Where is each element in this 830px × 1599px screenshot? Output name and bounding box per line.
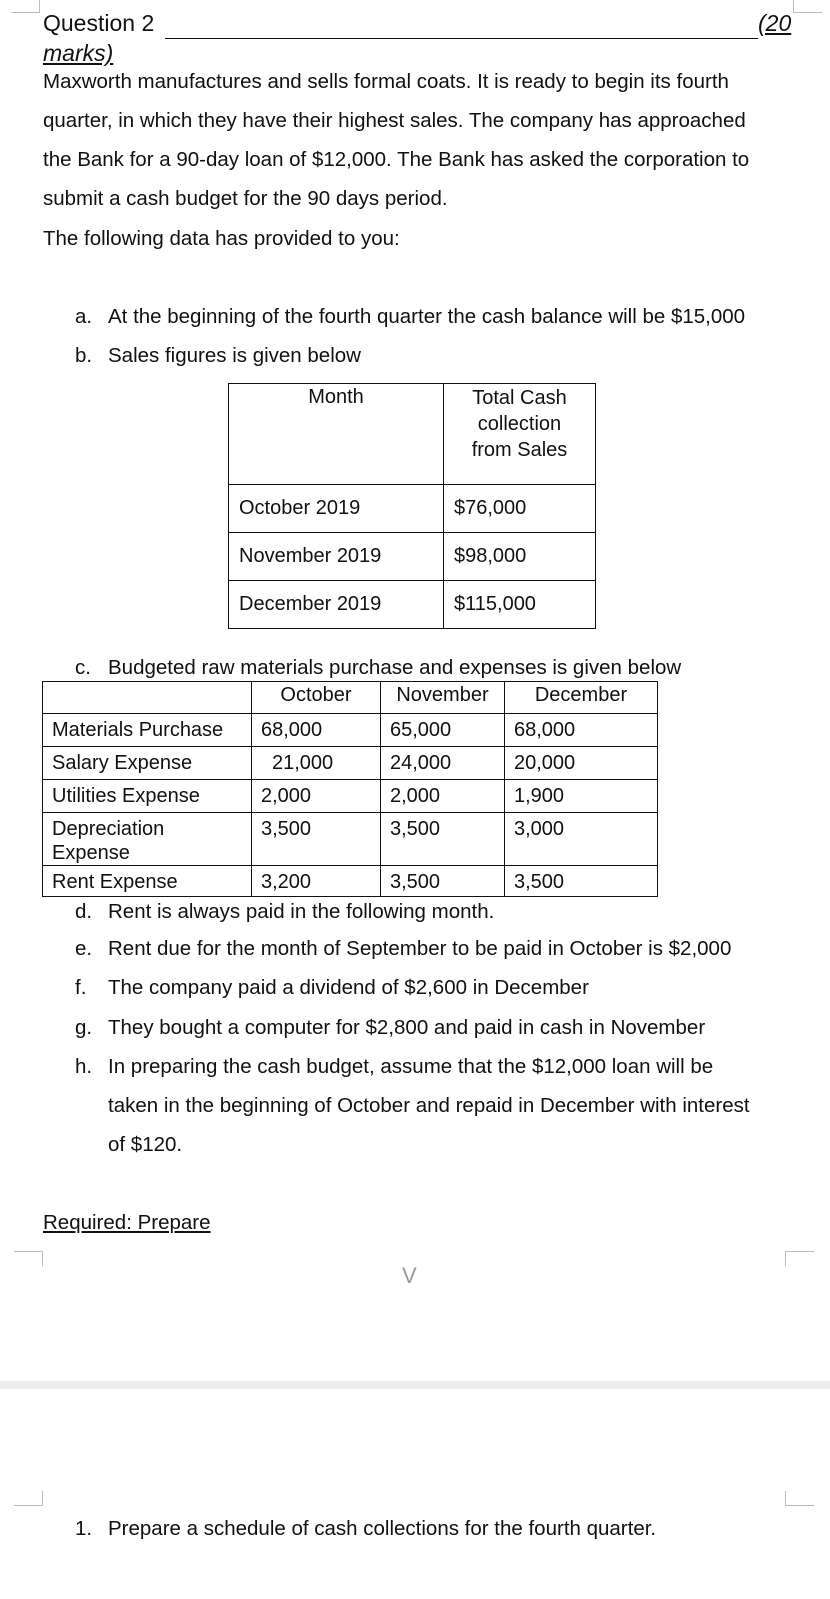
list-label: f. [75, 976, 87, 999]
row-label-line: Depreciation [52, 818, 165, 840]
header-line: from Sales [471, 439, 568, 461]
header-blank [43, 682, 252, 714]
question-marks: (20 [758, 10, 792, 36]
question-title: Question 2 [43, 10, 155, 36]
oct-cell: 2,000 [252, 780, 381, 813]
table-row [229, 533, 596, 581]
nov-cell: 24,000 [381, 747, 505, 780]
page-corner-mark [785, 1491, 814, 1506]
month-cell: November 2019 [229, 533, 444, 581]
list-label: 1. [75, 1517, 93, 1540]
row-label: Materials Purchase [43, 714, 252, 747]
title-underline [165, 38, 758, 39]
page-corner-mark [14, 1251, 43, 1266]
header-october: October [252, 682, 381, 714]
nov-cell: 65,000 [381, 714, 505, 747]
list-text: Prepare a schedule of cash collections for the fourth quarter. [108, 1517, 657, 1540]
list-text: of $120. [108, 1133, 183, 1156]
value-cell: $98,000 [444, 533, 596, 581]
dec-cell: 3,000 [505, 813, 658, 866]
list-text: The company paid a dividend of $2,600 in December [108, 976, 589, 999]
dec-cell: 68,000 [505, 714, 658, 747]
page-corner-mark [793, 0, 822, 13]
list-label: h. [75, 1055, 93, 1078]
list-text: Sales figures is given below [108, 344, 361, 367]
table-row [43, 813, 658, 866]
row-label [43, 813, 252, 866]
list-label: g. [75, 1016, 93, 1039]
header-november: November [381, 682, 505, 714]
nov-cell: 2,000 [381, 780, 505, 813]
value-cell: $76,000 [444, 485, 596, 533]
list-label: a. [75, 305, 93, 328]
intro-line: Maxworth manufactures and sells formal coats. It is ready to begin its fourth [43, 70, 729, 93]
oct-cell: 3,500 [252, 813, 381, 866]
header-december: December [505, 682, 658, 714]
table-row [43, 866, 658, 897]
dec-cell: 20,000 [505, 747, 658, 780]
list-text: Rent due for the month of September to be paid in October is $2,000 [108, 937, 732, 960]
header-total-cash [444, 384, 596, 485]
list-label: d. [75, 900, 93, 923]
header-month: Month [229, 384, 444, 485]
page-corner-mark [785, 1251, 814, 1266]
page-corner-mark [14, 1491, 43, 1506]
month-cell: October 2019 [229, 485, 444, 533]
list-label: e. [75, 937, 93, 960]
materials-table [42, 681, 658, 897]
row-label: Salary Expense [43, 747, 252, 780]
required-heading: Required: Prepare [43, 1211, 211, 1234]
list-text: Budgeted raw materials purchase and expenses is given below [108, 656, 682, 679]
table-row [43, 747, 658, 780]
header-line: collection [477, 413, 562, 435]
question-marks-continued: marks) [43, 40, 114, 66]
header-line: Total Cash [472, 387, 567, 409]
page-corner-mark [11, 0, 40, 13]
list-text: In preparing the cash budget, assume that the $12,000 loan will be [108, 1055, 714, 1078]
list-label: b. [75, 344, 93, 367]
table-row [229, 485, 596, 533]
row-label-line: Expense [52, 842, 130, 864]
row-label: Rent Expense [43, 866, 252, 897]
data-intro-line: The following data has provided to you: [43, 227, 400, 250]
table-row [43, 780, 658, 813]
list-text: taken in the beginning of October and repaid in December with interest [108, 1094, 750, 1117]
dec-cell: 1,900 [505, 780, 658, 813]
month-cell: December 2019 [229, 581, 444, 629]
table-row [43, 714, 658, 747]
sales-table [228, 383, 596, 629]
table-row [229, 581, 596, 629]
dec-cell: 3,500 [505, 866, 658, 897]
list-text: They bought a computer for $2,800 and paid in cash in November [108, 1016, 706, 1039]
oct-cell: 68,000 [252, 714, 381, 747]
oct-cell: 3,200 [252, 866, 381, 897]
nov-cell: 3,500 [381, 813, 505, 866]
list-label: c. [75, 656, 91, 679]
intro-line: quarter, in which they have their highest sales. The company has approached [43, 109, 746, 132]
row-label: Utilities Expense [43, 780, 252, 813]
oct-cell: 21,000 [252, 747, 381, 780]
list-text: At the beginning of the fourth quarter the cash balance will be $15,000 [108, 305, 746, 328]
nov-cell: 3,500 [381, 866, 505, 897]
page-indicator: V [402, 1263, 417, 1288]
page-divider [0, 1381, 830, 1389]
list-text: Rent is always paid in the following month. [108, 900, 495, 923]
value-cell: $115,000 [444, 581, 596, 629]
intro-line: submit a cash budget for the 90 days period. [43, 187, 448, 210]
intro-line: the Bank for a 90-day loan of $12,000. The Bank has asked the corporation to [43, 148, 750, 171]
